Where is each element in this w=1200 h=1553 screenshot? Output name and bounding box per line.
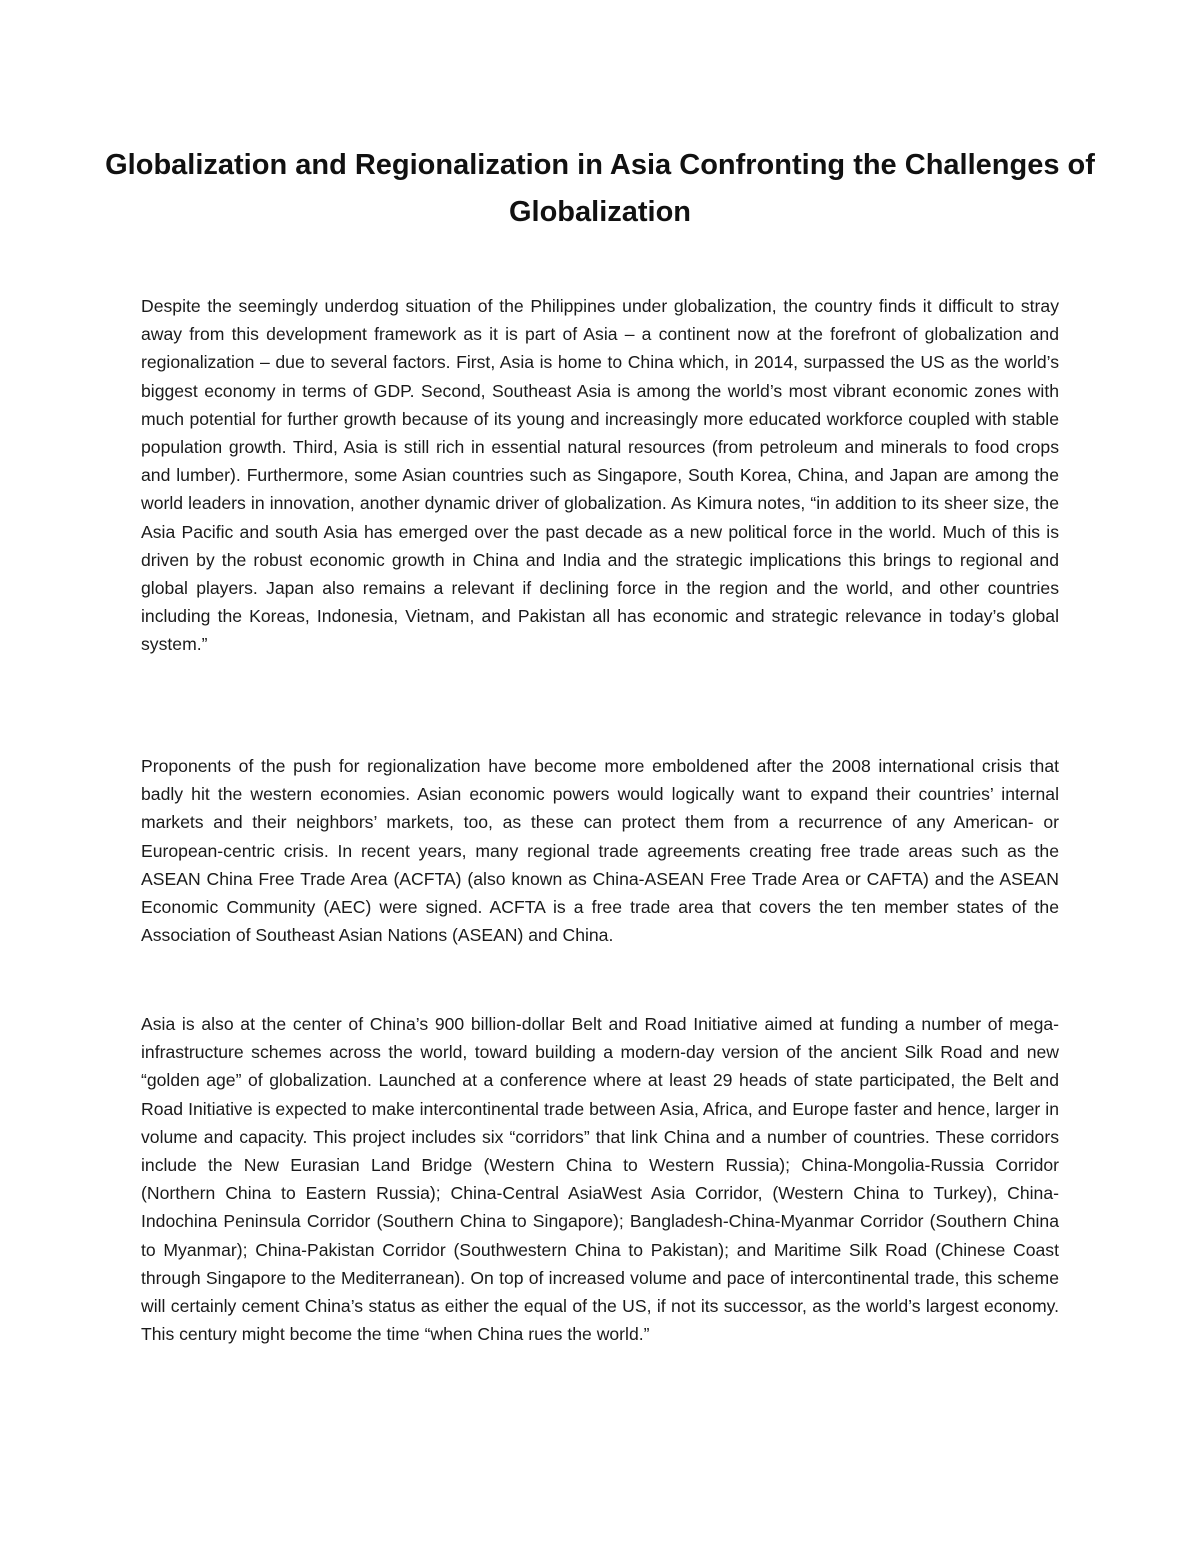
- document-title: Globalization and Regionalization in Asia Confronting the Challenges of Globalization: [105, 149, 1095, 228]
- paragraph-2: Proponents of the push for regionalization have become more emboldened after the 2008 international crisis that badly hit the western economies. Asian economic powers would logically want to expand their countries’ internal markets and their neighbors’ markets, too, as these can protect them from a recurrence of any American- or European-centric crisis. In recent years, many regional trade agreements creating free trade areas such as the ASEAN China Free Trade Area (ACFTA) (also known as China-ASEAN Free Trade Area or CAFTA) and the ASEAN Economic Community (AEC) were signed. ACFTA is a free trade area that covers the ten member states of the Association of Southeast Asian Nations (ASEAN) and China.: [141, 756, 1059, 946]
- paragraph-3: Asia is also at the center of China’s 900 billion-dollar Belt and Road Initiative aimed at funding a number of mega-infrastructure schemes across the world, toward building a modern-day version of the ancient Silk Road and new “golden age” of globalization. Launched at a conference where at least 29 heads of state participated, the Belt and Road Initiative is expected to make intercontinental trade between Asia, Africa, and Europe faster and hence, larger in volume and capacity. This project includes six “corridors” that link China and a number of countries. These corridors include the New Eurasian Land Bridge (Western China to Western Russia); China-Mongolia-Russia Corridor (Northern China to Eastern Russia); China-Central AsiaWest Asia Corridor, (Western China to Turkey), China-Indochina Peninsula Corridor (Southern China to Singapore); Bangladesh-China-Myanmar Corridor (Southern China to Myanmar); China-Pakistan Corridor (Southwestern China to Pakistan); and Maritime Silk Road (Chinese Coast through Singapore to the Mediterranean). On top of increased volume and pace of intercontinental trade, this scheme will certainly cement China’s status as either the equal of the US, if not its successor, as the world’s largest economy. This century might become the time “when China rues the world.”: [141, 1014, 1059, 1345]
- paragraph-1: Despite the seemingly underdog situation of the Philippines under globalization, the country finds it difficult to stray away from this development framework as it is part of Asia – a continent now at the forefront of globalization and regionalization – due to several factors. First, Asia is home to China which, in 2014, surpassed the US as the world’s biggest economy in terms of GDP. Second, Southeast Asia is among the world’s most vibrant economic zones with much potential for further growth because of its young and increasingly more educated workforce coupled with stable population growth. Third, Asia is still rich in essential natural resources (from petroleum and minerals to food crops and lumber). Furthermore, some Asian countries such as Singapore, South Korea, China, and Japan are among the world leaders in innovation, another dynamic driver of globalization. As Kimura notes, “in addition to its sheer size, the Asia Pacific and south Asia has emerged over the past decade as a new political force in the world. Much of this is driven by the robust economic growth in China and India and the strategic implications this brings to regional and global players. Japan also remains a relevant if declining force in the region and the world, and other countries including the Koreas, Indonesia, Vietnam, and Pakistan all has economic and strategic relevance in today’s global system.”: [141, 296, 1059, 655]
